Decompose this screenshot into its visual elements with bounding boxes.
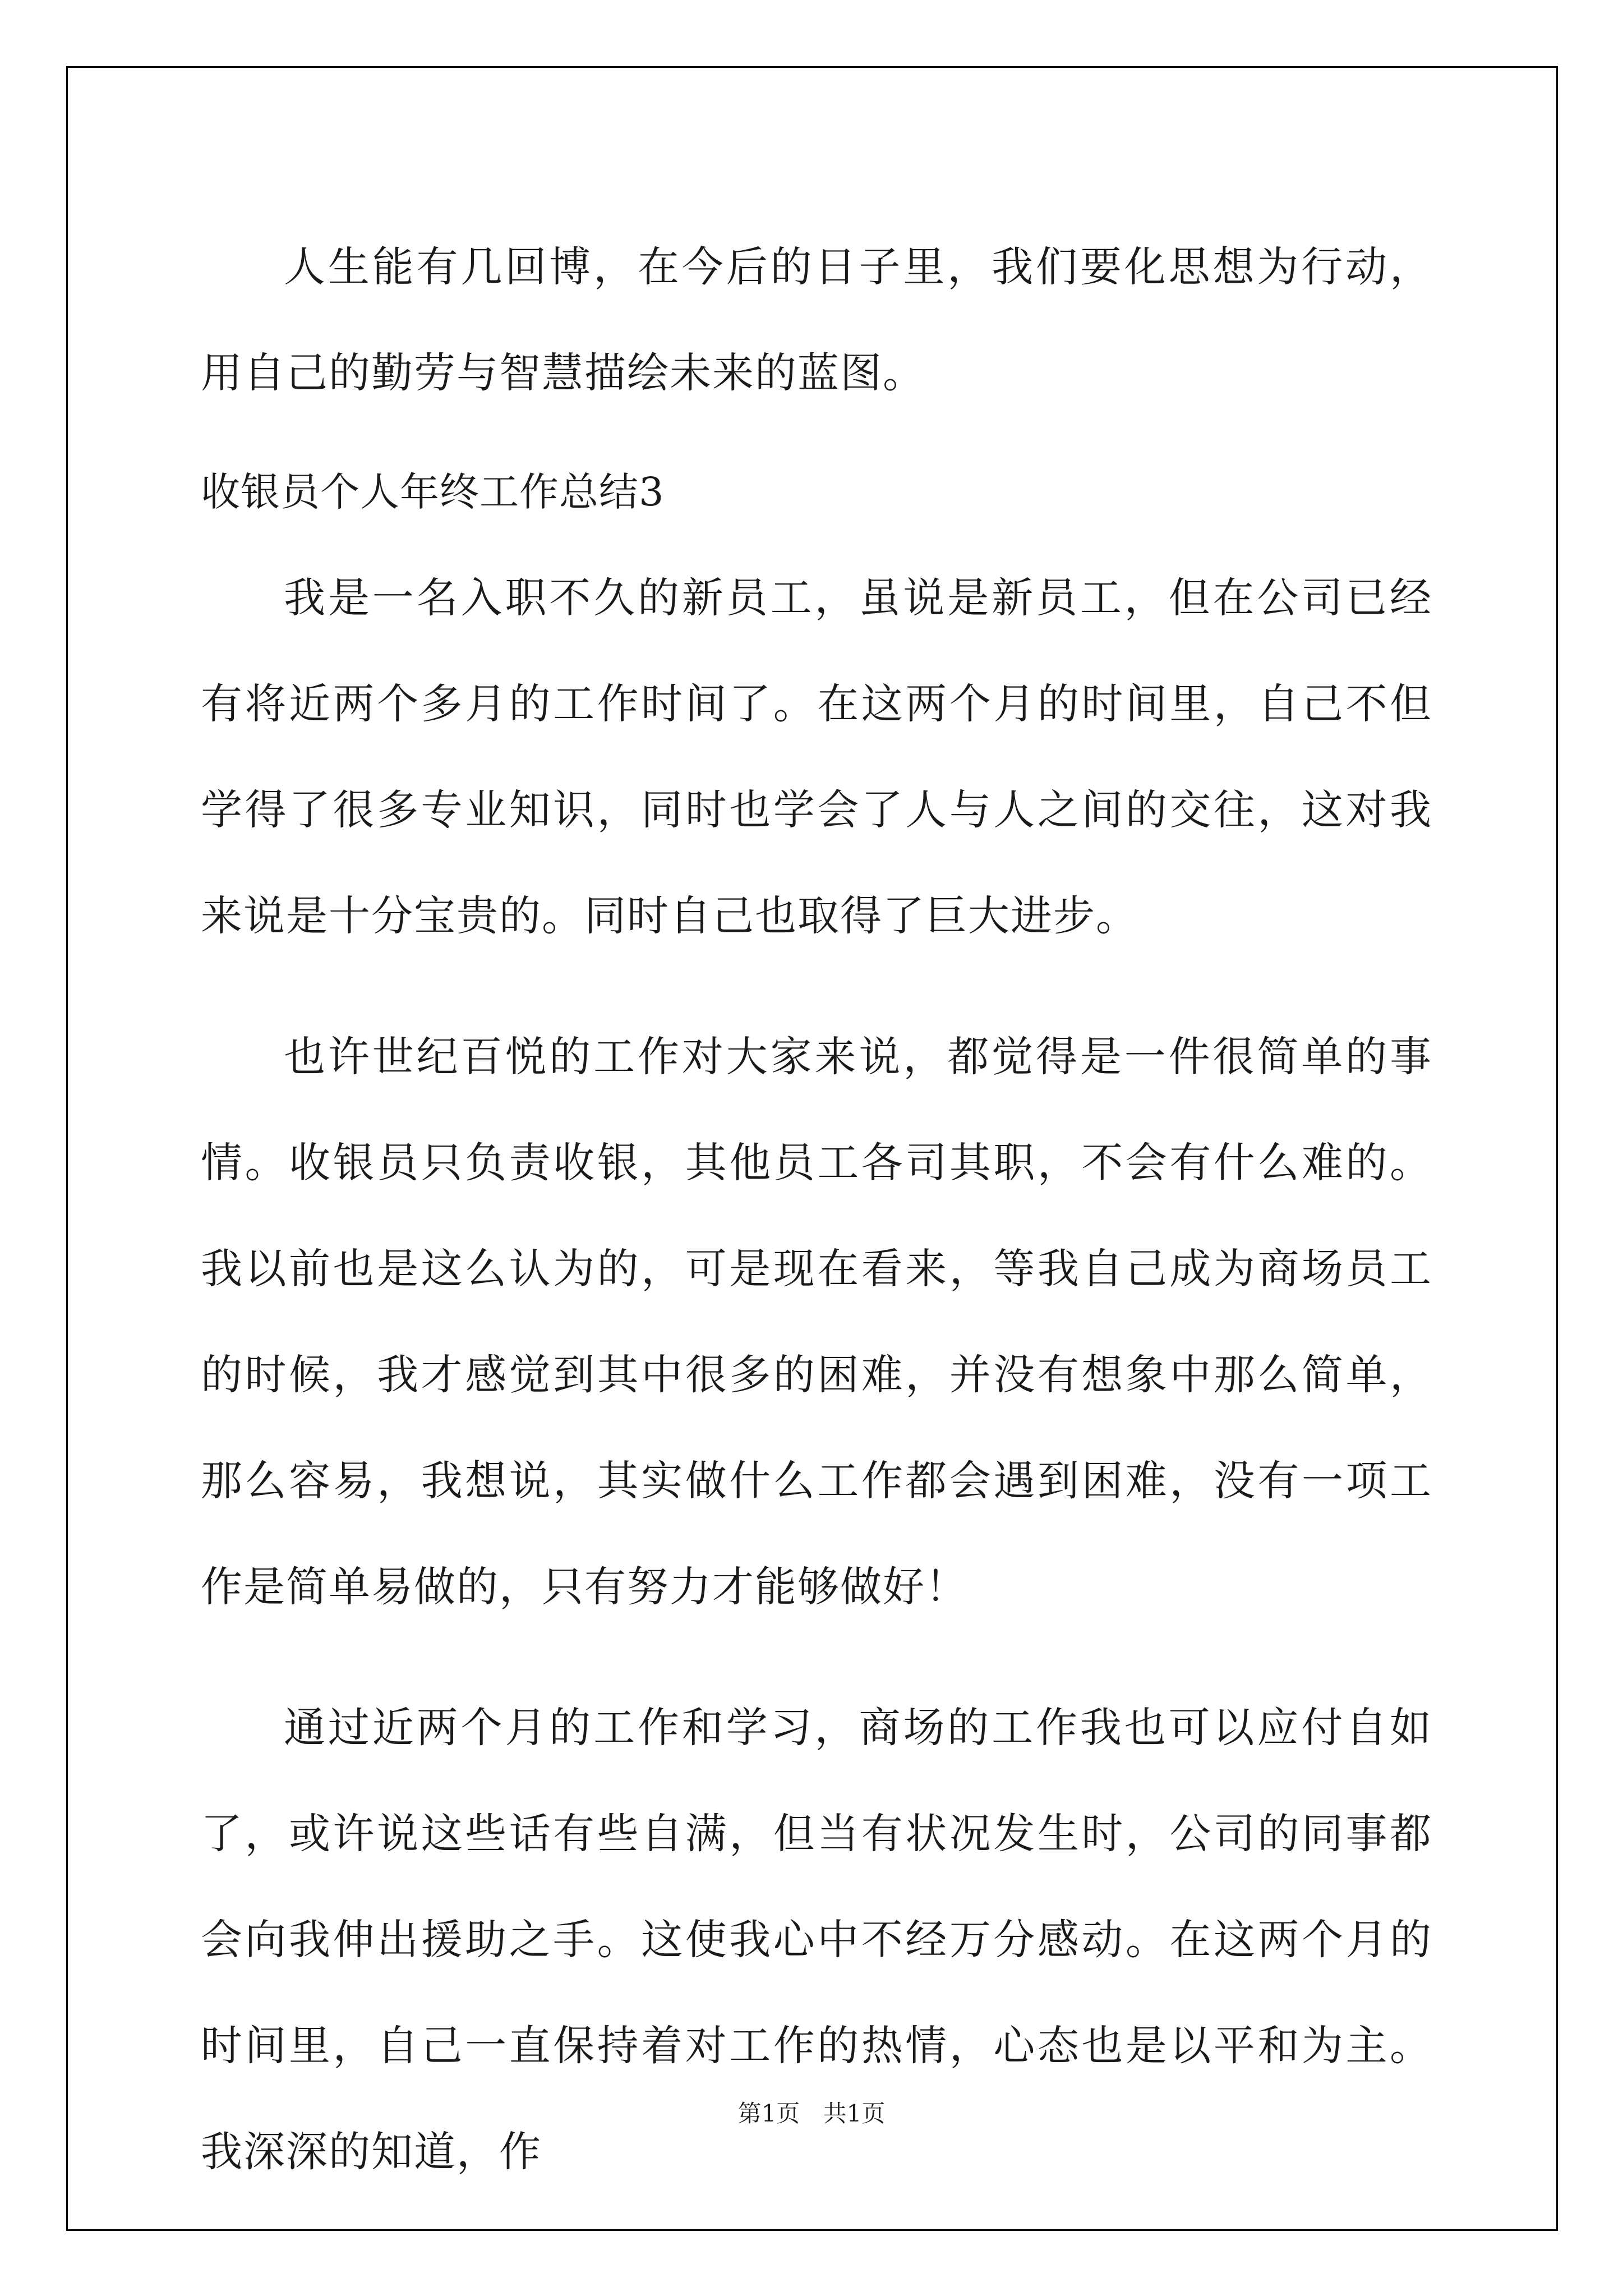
- paragraph-4: 通过近两个月的工作和学习，商场的工作我也可以应付自如了，或许说这些话有些自满，但当有状况发生时，公司的同事都会向我伸出援助之手。这使我心中不经万分感动。在这两个月的时间里，自己一直保持着对工作的热情，心态也是以平和为主。我深深的知道，作: [201, 1704, 1432, 2176]
- paragraph-2: 我是一名入职不久的新员工，虽说是新员工，但在公司已经有将近两个多月的工作时间了。在这两个月的时间里，自己不但学得了很多专业知识，同时也学会了人与人之间的交往，这对我来说是十分宝贵的。同时自己也取得了巨大进步。: [201, 574, 1432, 940]
- page-footer: [0, 2095, 1623, 2129]
- paragraph-3: 也许世纪百悦的工作对大家来说，都觉得是一件很简单的事情。收银员只负责收银，其他员工各司其职，不会有什么难的。我以前也是这么认为的，可是现在看来，等我自己成为商场员工的时候，我才感觉到其中很多的困难，并没有想象中那么简单，那么容易，我想说，其实做什么工作都会遇到困难，没有一项工作是简单易做的，只有努力才能够做好！: [201, 1033, 1432, 1611]
- section-heading: 收银员个人年终工作总结3: [201, 469, 665, 515]
- page-number-current: 第1页: [737, 2100, 800, 2127]
- page-number-total: 共1页: [823, 2100, 886, 2127]
- document-body: [201, 214, 1432, 2240]
- paragraph-1: 人生能有几回博，在今后的日子里，我们要化思想为行动，用自己的勤劳与智慧描绘未来的蓝图。: [201, 243, 1432, 397]
